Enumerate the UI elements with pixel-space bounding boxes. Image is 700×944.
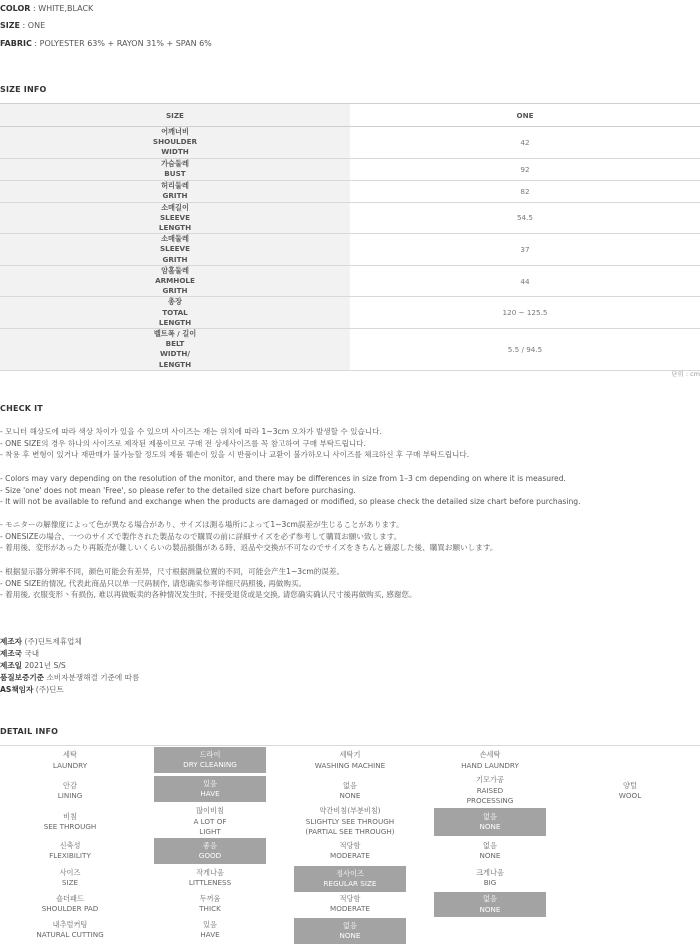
notice-line: - 모니터 해상도에 따라 색상 차이가 있을 수 있으며 사이즈는 재는 위치에 따라 1~3cm 오차가 발생할 수 있습니다. (0, 427, 382, 436)
size-row-value: 54.5 (350, 202, 700, 234)
detail-cell-text: LITTLENESS (188, 878, 232, 887)
notice-line: - It will not be available to refund and exchange when the products are damaged or modified, so please check the detailed size chart before purchasing. (0, 497, 581, 507)
detail-cell-text: 약간비침(부분비침) (319, 806, 381, 816)
detail-cell-text: NONE (339, 931, 361, 940)
detail-cell (434, 808, 546, 836)
detail-cell-text: SLIGHTLY SEE THROUGH (305, 816, 395, 826)
detail-cell-text: 좋음 (203, 840, 217, 850)
detail-cell-text: (PARTIAL SEE THROUGH) (305, 827, 395, 837)
size-row (0, 297, 700, 329)
size-row-label-line: SLEEVE (159, 244, 191, 254)
detail-cell-text: 적당함 (339, 893, 361, 903)
detail-cell (434, 775, 546, 807)
size-row (0, 202, 700, 234)
detail-cell-text: 있음 (203, 778, 217, 788)
detail-cell-text: 양털 (623, 780, 637, 790)
detail-cell-text: GOOD (198, 851, 222, 860)
detail-cell-text: LAUNDRY (52, 760, 88, 770)
detail-cell-text: 있음 (203, 919, 217, 929)
size-row-value: 82 (350, 180, 700, 202)
notice-line: - ONE SIZE的情况, 代表此商品只以单一尺码制作, 请您确实参考详细尺码照後, 再做购买。 (0, 578, 307, 588)
size-row-label-line: 벨트폭 / 길이 (153, 329, 197, 339)
detail-cell-text: SHOULDER PAD (41, 904, 99, 913)
detail-info-title: DETAIL INFO (0, 727, 59, 736)
size-row-label-line: GRITH (162, 254, 188, 264)
detail-cell-text: DRY CLEANING (183, 760, 237, 769)
detail-cell (154, 917, 266, 943)
detail-cell-text: 안감 (63, 780, 77, 790)
notice-japanese (0, 519, 497, 554)
notice-line: - ONE SIZE의 경우 하나의 사이즈로 제작된 제품이므로 구매 전 상세사이즈를 꼭 참고하여 구매 부탁드립니다. (0, 438, 366, 448)
detail-cell-text: NONE (339, 791, 361, 800)
size-value: ONE (27, 21, 46, 30)
size-row-label-line: 암홀둘레 (161, 265, 189, 275)
detail-cell-text: 작게나옴 (196, 867, 224, 877)
detail-cell (294, 866, 406, 892)
size-row (0, 127, 700, 159)
detail-cell-text: 없음 (483, 894, 497, 904)
maker-row: 제조일 2021년 S/S (0, 661, 66, 670)
size-row-value: 37 (350, 234, 700, 266)
size-row-label (0, 202, 350, 234)
detail-cell-text: 많이비침 (196, 806, 224, 816)
detail-cell-text: 사이즈 (59, 867, 81, 877)
size-row (0, 265, 700, 297)
size-row-label-line: 가슴둘레 (161, 158, 189, 168)
maker-row: 제조자 (주)딘트제휴업체 (0, 637, 82, 646)
check-it-title: CHECK IT (0, 404, 43, 413)
detail-cell (434, 837, 546, 865)
detail-cell-text: 없음 (483, 840, 497, 850)
detail-cell (574, 775, 686, 807)
size-row-label-line: GRITH (162, 191, 188, 201)
size-row-label-line: LENGTH (158, 359, 192, 369)
size-row-label-line: WIDTH/ (159, 349, 191, 359)
size-row-label (0, 234, 350, 266)
size-row-label-line: SLEEVE (159, 212, 191, 222)
detail-cell (0, 746, 140, 775)
detail-cell (434, 892, 546, 917)
detail-cell-text: 드라이 (199, 749, 221, 759)
size-row-label-line: 소매둘레 (161, 234, 189, 244)
size-header-label: SIZE (0, 104, 350, 127)
detail-cell (0, 807, 140, 837)
detail-cell (154, 747, 266, 773)
detail-cell-text: MODERATE (330, 904, 370, 913)
size-row-label-line: 어깨너비 (161, 127, 189, 136)
unit-note: 단위 : cm (671, 370, 700, 378)
size-row-label (0, 180, 350, 202)
detail-cell-text: MODERATE (330, 851, 370, 860)
detail-cell-text: 없음 (343, 920, 357, 930)
detail-cell (154, 838, 266, 864)
notice-line: - 着用後、変形があったり再販売が難しいくらいの製品損傷がある時、返品や交換が不可なのでサイズをきちんと確認した後、購買お願いします。 (0, 543, 498, 553)
notice-line: - 착용 후 변형이 있거나 재판매가 불가능할 정도의 제품 훼손이 있을 시 반품이나 교환이 불가하오니 사이즈를 체크하신 후 구매 부탁드립니다. (0, 450, 470, 460)
detail-cell (294, 891, 406, 917)
detail-cell (0, 837, 140, 865)
size-row-label-line: WIDTH (161, 147, 189, 157)
maker-row: 제조국 국내 (0, 649, 40, 658)
fabric-line: FABRIC : POLYESTER 63% + RAYON 31% + SPAN 6% (0, 39, 212, 48)
size-label: SIZE (0, 21, 21, 30)
fabric-value: POLYESTER 63% + RAYON 31% + SPAN 6% (39, 39, 212, 48)
notice-chinese (0, 566, 417, 601)
color-label: COLOR (0, 4, 31, 13)
detail-cell-text: HAVE (200, 930, 220, 939)
detail-cell-text: LIGHT (199, 827, 221, 837)
detail-cell-text: A LOT OF (193, 816, 227, 826)
detail-cell (154, 891, 266, 917)
detail-cell (294, 807, 406, 837)
detail-cell-text: 숄더패드 (56, 893, 84, 903)
detail-cell-text: WASHING MACHINE (314, 760, 386, 770)
detail-cell-text: THICK (199, 904, 221, 913)
detail-cell-text: NONE (479, 904, 501, 914)
detail-cell-text: PROCESSING (466, 796, 514, 806)
size-row-value: 44 (350, 265, 700, 297)
size-row-label-line: LENGTH (158, 223, 192, 233)
detail-cell-text: BIG (483, 878, 497, 887)
detail-cell (294, 775, 406, 807)
size-row-label (0, 265, 350, 297)
notice-line: - モニターの解像度によって色が異なる場合があり、サイズは測る場所によって1~3cm誤差が生じることがあります。 (0, 520, 404, 529)
size-row-label-line: BELT (165, 339, 185, 349)
detail-cell-text: RAISED (476, 785, 504, 795)
size-row-label-line: BUST (164, 169, 186, 179)
color-value: WHITE,BLACK (38, 4, 94, 13)
maker-info (0, 636, 139, 696)
size-row-value: 92 (350, 158, 700, 180)
size-row-label-line: 소매길이 (161, 202, 189, 212)
detail-cell (294, 918, 406, 944)
size-row-label (0, 127, 350, 159)
size-row-label-line: TOTAL (162, 307, 188, 317)
size-row (0, 234, 700, 266)
size-row-label-line: 총장 (168, 297, 182, 307)
maker-row: AS책임자 (주)딘트 (0, 685, 64, 694)
detail-cell-text: 기모가공 (476, 775, 504, 785)
notice-line: - Size 'one' does not mean 'Free', so please refer to the detailed size chart before purchasing. (0, 485, 356, 495)
detail-cell-text: NONE (479, 822, 501, 831)
detail-cell (154, 865, 266, 891)
size-row-label-line: 허리둘레 (161, 180, 189, 190)
detail-cell-text: 크게나옴 (476, 867, 504, 877)
detail-cell (0, 917, 140, 943)
detail-cell-text: 세탁기 (339, 750, 361, 760)
size-row-label (0, 329, 350, 371)
size-row-label (0, 158, 350, 180)
detail-cell-text: 비침 (63, 811, 77, 821)
detail-cell (0, 891, 140, 917)
detail-cell-text: 손세탁 (479, 750, 501, 760)
detail-cell-text: 없음 (483, 811, 497, 821)
detail-cell-text: FLEXIBILITY (49, 851, 91, 860)
detail-cell (294, 837, 406, 865)
size-info-title: SIZE INFO (0, 85, 47, 94)
size-row-label-line: ARMHOLE (155, 276, 195, 286)
size-row-label (0, 297, 350, 329)
size-table-header (0, 104, 700, 127)
detail-cell-text: SIZE (61, 878, 79, 887)
size-line: SIZE : ONE (0, 21, 46, 30)
detail-cell-text: LINING (57, 791, 83, 800)
detail-info-grid (0, 745, 700, 940)
detail-cell-text: REGULAR SIZE (323, 879, 377, 888)
fabric-label: FABRIC (0, 39, 32, 48)
detail-cell (294, 746, 406, 775)
size-table (0, 103, 700, 371)
detail-cell-text: SEE THROUGH (43, 822, 97, 831)
detail-cell-text: 적당함 (339, 840, 361, 850)
detail-cell (0, 775, 140, 807)
notice-korean (0, 426, 469, 461)
size-row-value: 120 ~ 125.5 (350, 297, 700, 329)
detail-cell-text: 없음 (343, 780, 357, 790)
color-line: COLOR : WHITE,BLACK (0, 4, 94, 13)
detail-cell-text: 두꺼움 (199, 893, 221, 903)
size-row (0, 180, 700, 202)
detail-cell-text: NATURAL CUTTING (36, 930, 104, 939)
size-row-label-line: GRITH (162, 286, 188, 296)
size-row-label-line: LENGTH (158, 317, 192, 327)
detail-cell (434, 746, 546, 775)
notice-english (0, 473, 581, 508)
detail-cell-text: HAND LAUNDRY (461, 760, 519, 770)
detail-cell-text: WOOL (618, 791, 642, 800)
detail-cell (434, 865, 546, 891)
notice-line: - Colors may vary depending on the resolution of the monitor, and there may be differences in size from 1–3 cm depending on where it is measured. (0, 474, 566, 483)
size-row-label-line: SHOULDER (152, 137, 198, 147)
detail-cell-text: 정사이즈 (336, 868, 364, 878)
detail-cell-text: 신축성 (59, 840, 81, 850)
notice-line: - 着用後, 衣服变形丶有损伤, 难以再做贩卖的各种情况发生时, 不接受退货或是交换, 请您确实确认尺寸後再做购买, 感谢您。 (0, 590, 417, 600)
detail-cell-text: 내추럴커팅 (52, 919, 88, 929)
detail-cell (154, 776, 266, 802)
detail-cell-text: HAVE (200, 789, 220, 798)
size-row-value: 42 (350, 127, 700, 159)
detail-cell-text: NONE (479, 851, 501, 860)
maker-row: 품질보증기준 소비자분쟁해결 기준에 따름 (0, 673, 140, 682)
size-header-value: ONE (350, 104, 700, 127)
size-row (0, 158, 700, 180)
notice-line: - ONESIZEの場合、一つのサイズで製作された製品なので購買の前に詳細サイズを必ず参考して購買お願い致します。 (0, 531, 402, 541)
detail-cell (154, 807, 266, 837)
detail-cell-text: 세탁 (63, 750, 77, 760)
notice-line: - 根据显示器分辨率不同，颜色可能会有差异，尺寸根据测量位置的不同，可能会产生1~3cm的误差。 (0, 567, 345, 576)
detail-cell (0, 865, 140, 891)
size-row (0, 329, 700, 371)
size-row-value: 5.5 / 94.5 (350, 329, 700, 371)
